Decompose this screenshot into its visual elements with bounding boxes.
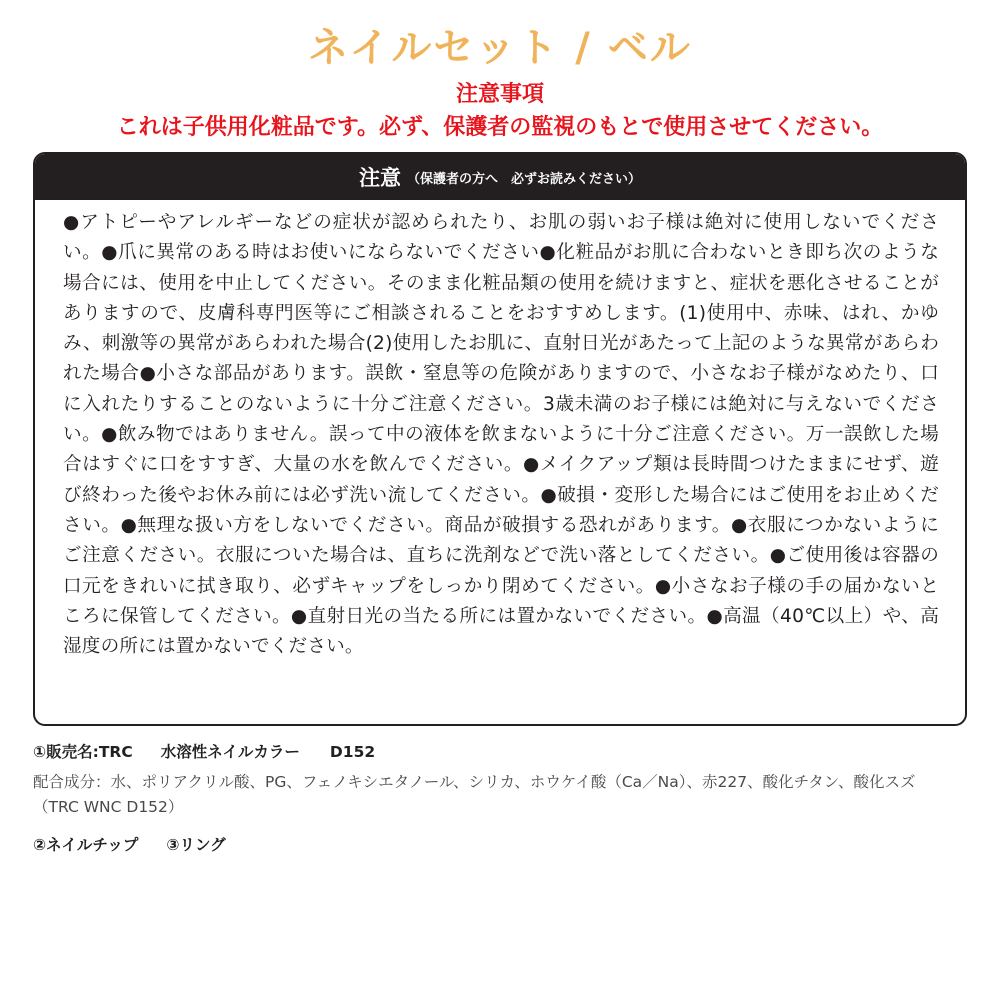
page-title: ネイルセット / ベル — [308, 25, 692, 71]
seller-line — [33, 741, 375, 763]
caution-heading-sub: （保護者の方へ 必ずお読みください） — [406, 171, 641, 187]
seller-label: ①販売名:TRC — [33, 743, 133, 761]
product-code: D152 — [329, 743, 376, 761]
caution-box — [33, 152, 967, 726]
guardian-warning: これは子供用化粧品です。必ず、保護者の監視のもとで使用させてください。 — [116, 115, 884, 140]
caution-heading: 注意 — [358, 166, 401, 190]
ingredients-code: （TRC WNC D152） — [33, 798, 184, 816]
caution-header — [35, 154, 965, 200]
part-nail-tips: ②ネイルチップ — [33, 836, 139, 854]
parts-line — [33, 834, 226, 856]
part-ring: ③リング — [166, 836, 226, 854]
ingredients-text — [33, 770, 973, 820]
notice-subtitle: 注意事項 — [455, 82, 544, 107]
product-name: 水溶性ネイルカラー — [160, 743, 300, 761]
caution-body-text: ●アトピーやアレルギーなどの症状が認められたり、お肌の弱いお子様は絶対に使用しないでください。●爪に異常のある時はお使いにならないでください●化粧品がお肌に合わないとき即ち次のような場合には、使用を中止してください。そのまま化粧品類の使用を続けますと、症状を悪化させることがありますので、皮膚科専門医等にご相談されることをおすすめします。(1)使用中、赤味、はれ、かゆみ、刺激等の異常があらわれた場合(2)使用したお肌に、直射日光があたって上記のような異常があらわれた場合●小さな部品があります。誤飲・窒息等の危険がありますので、小さなお子様がなめたり、口に入れたりすることのないように十分ご注意ください。3歳未満のお子様には絶対に与えないでください。●飲み物ではありません。誤って中の液体を飲まないように十分ご注意ください。万一誤飲した場合はすぐに口をすすぎ、大量の水を飲んでください。●メイクアップ類は長時間つけたままにせず、遊び終わった後やお休み前には必ず洗い流してください。●破損・変形した場合にはご使用をお止めください。●無理な扱い方をしないでください。商品が破損する恐れがあります。●衣服につかないようにご注意ください。衣服についた場合は、直ちに洗剤などで洗い落としてください。●ご使用後は容器の口元をきれいに拭き取り、必ずキャップをしっかり閉めてください。●小さなお子様の手の届かないところに保管してください。●直射日光の当たる所には置かないでください。●高温（40℃以上）や、高湿度の所には置かないでください。 — [63, 212, 939, 658]
ingredients-list: 配合成分：水、ポリアクリル酸、PG、フェノキシエタノール、シリカ、ホウケイ酸（Ca／Na）、赤227、酸化チタン、酸化スズ — [33, 773, 916, 791]
